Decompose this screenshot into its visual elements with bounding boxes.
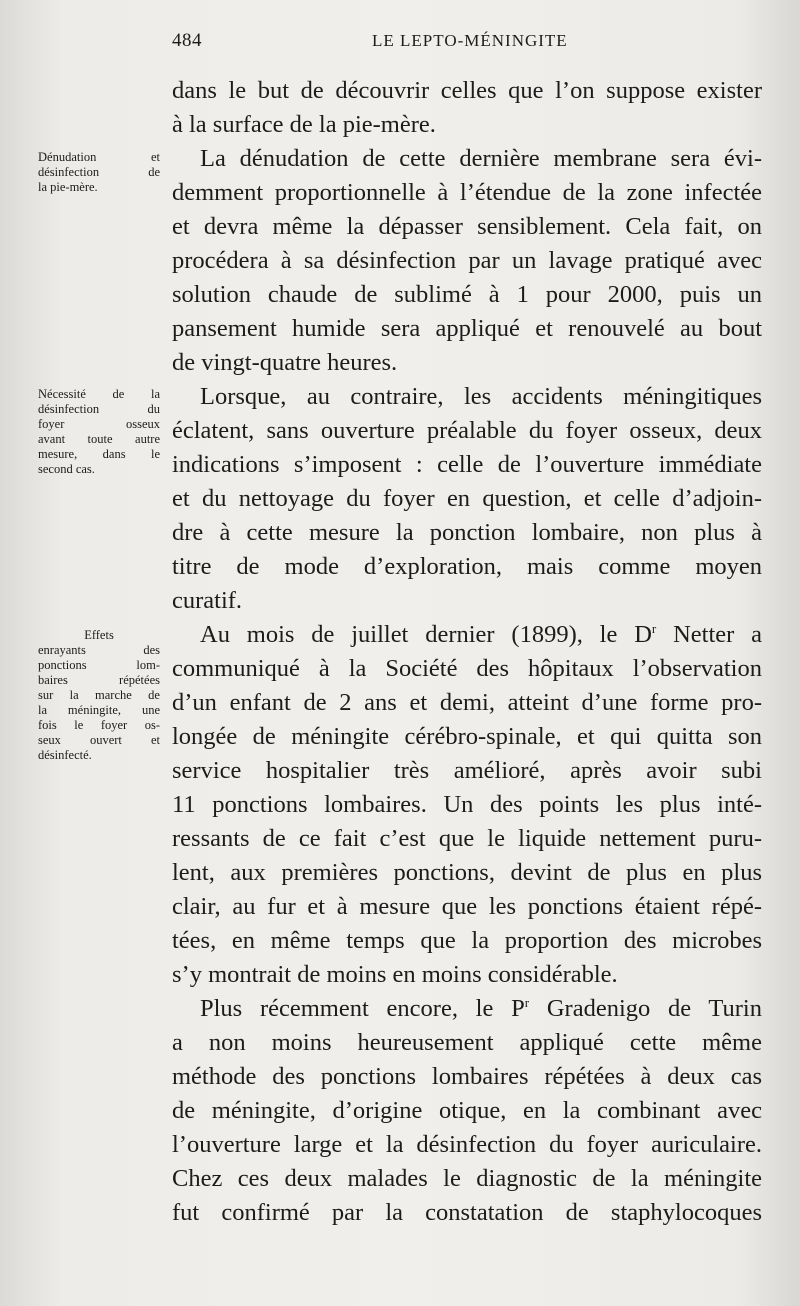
text-line: dre à cette mesure la ponction lombaire, non plus à bbox=[172, 519, 762, 546]
text-line-with-superscript bbox=[200, 618, 762, 652]
margin-note-line: fois le foyer os- bbox=[38, 718, 160, 732]
margin-note-line: baires répétées bbox=[38, 673, 160, 687]
margin-note-line: avant toute autre bbox=[38, 432, 160, 446]
margin-note-line: seux ouvert et bbox=[38, 733, 160, 747]
margin-note-line: désinfecté. bbox=[38, 748, 92, 762]
text-line: à la surface de la pie-mère. bbox=[172, 111, 436, 138]
margin-note-line: désinfection du bbox=[38, 402, 160, 416]
margin-note-denudation bbox=[38, 150, 160, 195]
text-line: de vingt-quatre heures. bbox=[172, 349, 398, 376]
text-line: s’y montrait de moins en moins considérable. bbox=[172, 961, 618, 988]
text-line: communiqué à la Société des hôpitaux l’observation bbox=[172, 655, 762, 682]
margin-note-line: Dénudation et bbox=[38, 150, 160, 164]
text-line: éclatent, sans ouverture préalable du foyer osseux, deux bbox=[172, 417, 762, 444]
text-line: La dénudation de cette dernière membrane sera évi- bbox=[200, 145, 762, 172]
margin-note-line: désinfection de bbox=[38, 165, 160, 179]
text-line: et du nettoyage du foyer en question, et celle d’adjoin- bbox=[172, 485, 762, 512]
text-line: longée de méningite cérébro-spinale, et qui quitta son bbox=[172, 723, 762, 750]
margin-note-necessite bbox=[38, 387, 160, 477]
text-line: de méningite, d’origine otique, en la combinant avec bbox=[172, 1097, 762, 1124]
text-line: curatif. bbox=[172, 587, 243, 614]
text-line: demment proportionnelle à l’étendue de la zone infectée bbox=[172, 179, 762, 206]
text-line: ressants de ce fait c’est que le liquide nettement puru- bbox=[172, 825, 762, 852]
text-line: a non moins heureusement appliqué cette même bbox=[172, 1029, 762, 1056]
text-segment: Netter a bbox=[656, 621, 762, 648]
text-line: Chez ces deux malades le diagnostic de la méningite bbox=[172, 1165, 762, 1192]
text-line: l’ouverture large et la désinfection du foyer auriculaire. bbox=[172, 1131, 762, 1158]
page-number: 484 bbox=[172, 30, 202, 51]
text-line: indications s’imposent : celle de l’ouverture immédiate bbox=[172, 451, 762, 478]
text-segment: Gradenigo de Turin bbox=[529, 995, 762, 1022]
text-line: lent, aux premières ponctions, devint de plus en plus bbox=[172, 859, 762, 886]
text-line: 11 ponctions lombaires. Un des points les plus inté- bbox=[172, 791, 762, 818]
margin-note-effets bbox=[38, 628, 160, 763]
text-line: procédera à sa désinfection par un lavage pratiqué avec bbox=[172, 247, 762, 274]
margin-note-line: second cas. bbox=[38, 462, 95, 476]
text-line-with-superscript bbox=[200, 992, 762, 1026]
text-line: d’un enfant de 2 ans et demi, atteint d’une forme pro- bbox=[172, 689, 762, 716]
margin-note-line: foyer osseux bbox=[38, 417, 160, 431]
margin-note-line: la pie-mère. bbox=[38, 180, 98, 194]
margin-note-line: Nécessité de la bbox=[38, 387, 160, 401]
margin-note-line: sur la marche de bbox=[38, 688, 160, 702]
margin-note-line: Effets bbox=[84, 628, 114, 642]
margin-note-line: mesure, dans le bbox=[38, 447, 160, 461]
text-line: et devra même la dépasser sensiblement. Cela fait, on bbox=[172, 213, 762, 240]
text-line: pansement humide sera appliqué et renouvelé au bout bbox=[172, 315, 762, 342]
text-line: service hospitalier très amélioré, après avoir subi bbox=[172, 757, 762, 784]
superscript: r bbox=[651, 621, 657, 636]
text-segment: Au mois de juillet dernier (1899), le D bbox=[200, 621, 652, 648]
text-line: dans le but de découvrir celles que l’on suppose exister bbox=[172, 77, 762, 104]
margin-note-line: ponctions lom- bbox=[38, 658, 160, 672]
text-line: titre de mode d’exploration, mais comme moyen bbox=[172, 553, 762, 580]
margin-note-line: la méningite, une bbox=[38, 703, 160, 717]
superscript: r bbox=[524, 995, 530, 1010]
margin-note-line: enrayants des bbox=[38, 643, 160, 657]
text-line: Lorsque, au contraire, les accidents méningitiques bbox=[200, 383, 762, 410]
text-line: solution chaude de sublimé à 1 pour 2000, puis un bbox=[172, 281, 762, 308]
text-segment: Plus récemment encore, le P bbox=[200, 995, 525, 1022]
page-header bbox=[0, 30, 800, 54]
text-line: tées, en même temps que la proportion des microbes bbox=[172, 927, 762, 954]
text-line: clair, au fur et à mesure que les ponctions étaient répé- bbox=[172, 893, 762, 920]
running-title: LE LEPTO-MÉNINGITE bbox=[372, 31, 568, 50]
text-line: fut confirmé par la constatation de staphylocoques bbox=[172, 1199, 762, 1226]
text-line: méthode des ponctions lombaires répétées à deux cas bbox=[172, 1063, 762, 1090]
